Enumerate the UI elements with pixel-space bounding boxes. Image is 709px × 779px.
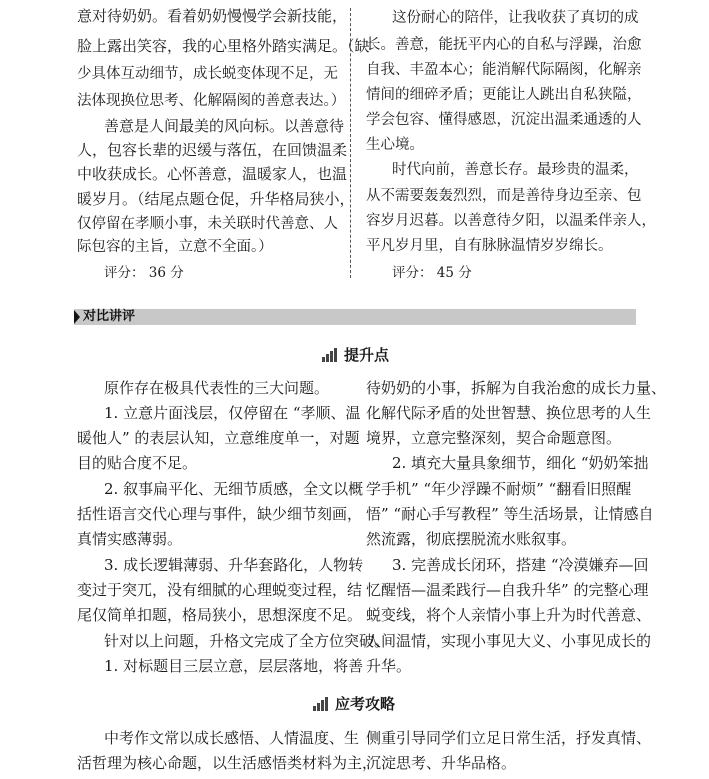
essay-right-line: 时代向前，善意长存。最珍贵的温柔， xyxy=(392,162,639,178)
improve-right-line: 蜕变线，将个人亲情小事上升为时代善意、 xyxy=(366,606,652,624)
improve-right-line: 忆醒悟—温柔践行—自我升华” 的完整心理 xyxy=(366,581,649,599)
bar-chart-icon xyxy=(322,348,338,362)
improve-left-line: 原作存在极具代表性的三大问题。 xyxy=(104,379,330,397)
improve-left-line: 3. 成长逻辑薄弱、升华套路化，人物转 xyxy=(104,556,364,574)
column-divider xyxy=(350,8,351,278)
subheading-improve-label: 提升点 xyxy=(344,346,390,364)
improve-right-line: 学手机” “年少浮躁不耐烦” “翻看旧照醒 xyxy=(366,480,632,498)
improve-left-line: 括性语言交代心理与事件，缺少细节刻画， xyxy=(77,505,363,523)
essay-right-line: 自我、丰盈本心；能消解代际隔阂，化解亲 xyxy=(366,62,642,78)
essay-right-line: 这份耐心的陪伴，让我收获了真切的成 xyxy=(392,10,639,26)
essay-left-line: 中收获成长。心怀善意，温暖家人，也温 xyxy=(77,165,348,183)
essay-left-score: 评分： 36 分 xyxy=(104,265,184,281)
improve-left-line: 针对以上问题，升格文完成了全方位突破。 xyxy=(104,632,390,650)
section-title: 对比讲评 xyxy=(83,309,136,324)
subheading-improve xyxy=(322,344,389,365)
improve-left-line: 变过于突兀，没有细腻的心理蜕变过程，结 xyxy=(77,581,363,599)
improve-left-line: 1. 对标题目三层立意，层层落地，将善 xyxy=(104,657,364,675)
improve-right-line: 2. 填充大量具象细节，细化 “奶奶笨拙 xyxy=(392,454,649,472)
improve-right-line: 升华。 xyxy=(366,657,412,675)
essay-left-line: 脸上露出笑容，我的心里格外踏实满足。（缺 xyxy=(77,37,370,55)
section-bar-comparison xyxy=(74,309,636,325)
essay-right-line: 情间的细碎矛盾；更能让人跳出自私狭隘， xyxy=(366,87,642,103)
improve-left-line: 真情实感薄弱。 xyxy=(77,530,183,548)
essay-left-comment: 法体现换位思考、化解隔阂的善意表达。） xyxy=(77,93,346,109)
strategy-left-line: 活哲理为核心命题，以生活感悟类材料为主， xyxy=(77,754,378,772)
essay-right-line: 长。善意，能抚平内心的自私与浮躁，治愈 xyxy=(366,37,642,53)
strategy-right-line: 侧重引导同学们立足日常生活，抒发真情、 xyxy=(366,729,652,747)
improve-right-line: 悟” “耐心手写教程” 等生活场景，让情感自 xyxy=(366,505,654,523)
strategy-right-line: 沉淀思考、升华品格。 xyxy=(366,754,517,772)
essay-left-line: 善意是人间最美的风向标。以善意待 xyxy=(104,117,345,135)
improve-right-line: 化解代际矛盾的处世智慧、换位思考的人生 xyxy=(366,404,652,422)
strategy-left-line: 中考作文常以成长感悟、人情温度、生 xyxy=(104,729,360,747)
improve-right-line: 待奶奶的小事，拆解为自我治愈的成长力量、 xyxy=(366,379,667,397)
essay-left-comment: 际包容的主旨，立意不全面。） xyxy=(77,239,273,255)
improve-right-line: 3. 完善成长闭环，搭建 “冷漠嫌弃—回 xyxy=(392,556,649,574)
essay-right-line: 生心境。 xyxy=(366,137,424,153)
improve-right-line: 境界，立意完整深刻，契合命题意图。 xyxy=(366,429,622,447)
essay-right-line: 容岁月迟暮。以善意待夕阳，以温柔伴亲人， xyxy=(366,213,656,229)
essay-left-line: 人，包容长辈的迟缓与落伍，在回馈温柔 xyxy=(77,141,348,159)
improve-left-line: 1. 立意片面浅层，仅停留在 “孝顺、温 xyxy=(104,404,361,422)
improve-right-line: 人间温情，实现小事见大义、小事见成长的 xyxy=(366,632,652,650)
triangle-marker-icon xyxy=(74,310,80,324)
improve-left-line: 暖他人” 的表层认知，立意维度单一，对题 xyxy=(77,429,360,447)
essay-left-comment: 仅停留在孝顺小事，未关联时代善意、人 xyxy=(77,216,338,232)
improve-right-line: 然流露，彻底摆脱流水账叙事。 xyxy=(366,530,577,548)
essay-right-line: 从不需要轰轰烈烈，而是善待身边至亲、包 xyxy=(366,188,642,204)
bar-chart-icon xyxy=(313,697,329,711)
essay-right-line: 平凡岁月里，自有脉脉温情岁岁绵长。 xyxy=(366,238,613,254)
improve-left-line: 2. 叙事扁平化、无细节质感，全文以概 xyxy=(104,480,364,498)
essay-left-line: 暖岁月。（结尾点题仓促，升华格局狭小， xyxy=(77,190,355,208)
subheading-strategy xyxy=(313,693,395,714)
subheading-strategy-label: 应考攻略 xyxy=(335,695,396,713)
improve-left-line: 尾仅简单扣题，格局狭小，思想深度不足。 xyxy=(77,606,363,624)
essay-left-comment: 少具体互动细节，成长蜕变体现不足，无 xyxy=(77,66,338,82)
improve-left-line: 目的贴合度不足。 xyxy=(77,454,198,472)
essay-right-score: 评分： 45 分 xyxy=(392,265,472,281)
essay-left-line: 意对待奶奶。看着奶奶慢慢学会新技能， xyxy=(77,7,348,25)
essay-right-line: 学会包容、懂得感恩，沉淀出温柔通透的人 xyxy=(366,112,642,128)
